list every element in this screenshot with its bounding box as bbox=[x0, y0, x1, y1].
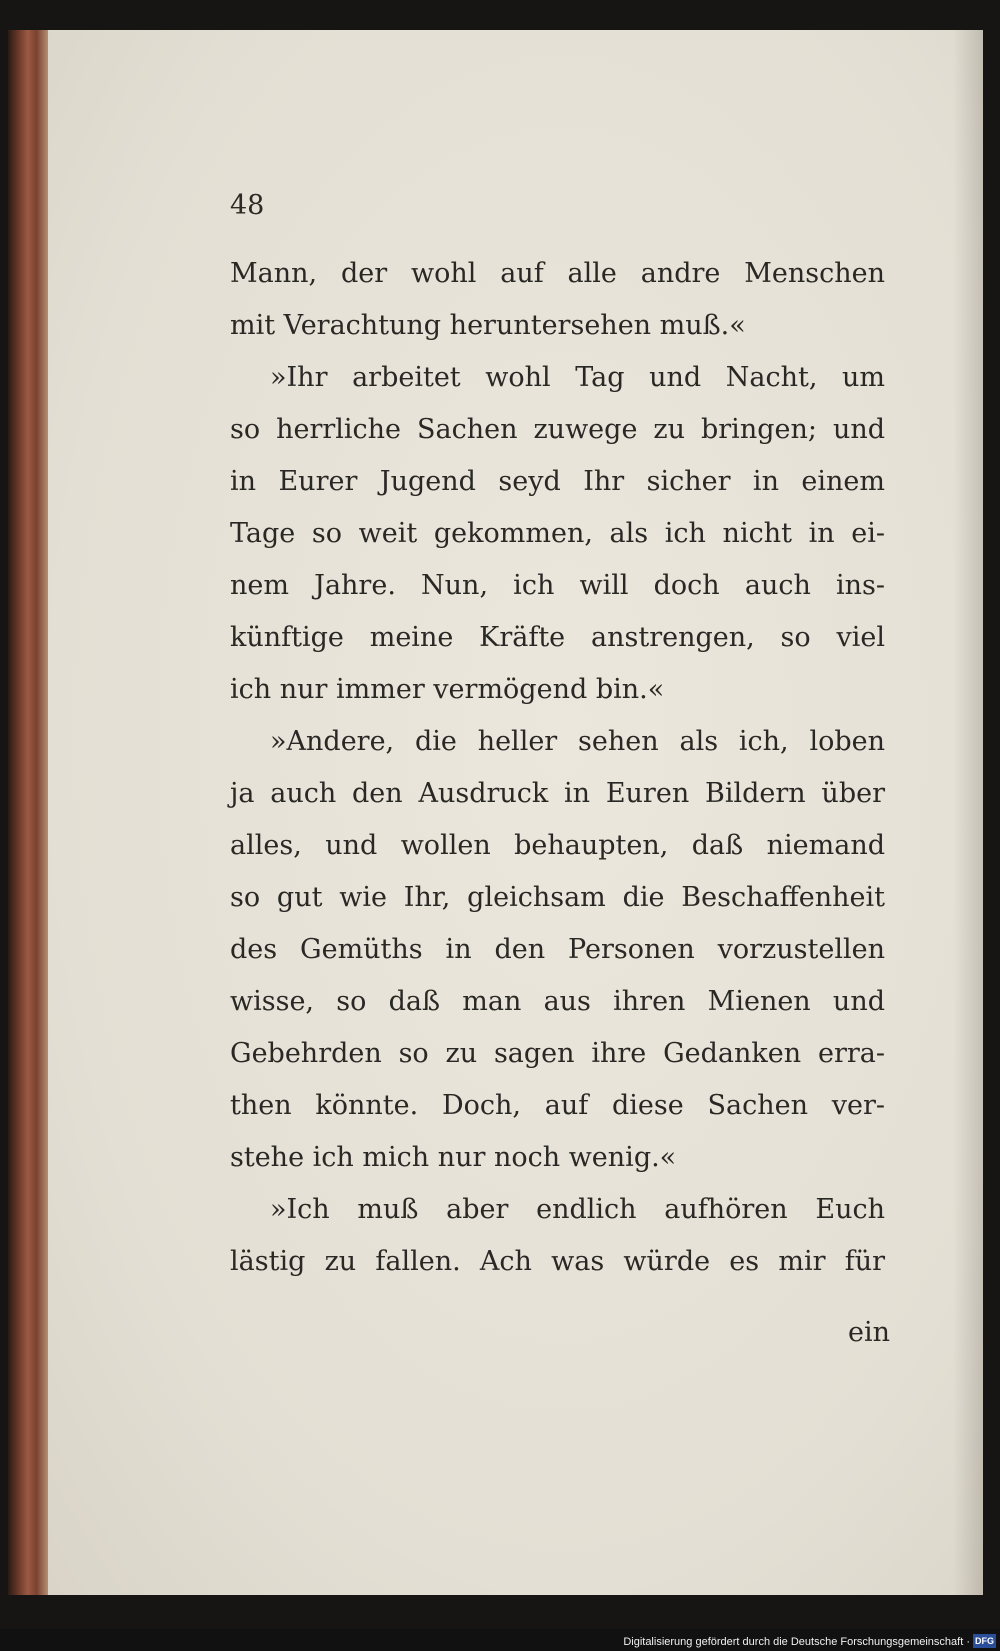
body-text bbox=[230, 248, 885, 1288]
page-number: 48 bbox=[230, 190, 265, 221]
text-line: stehe ich mich nur noch wenig.« bbox=[230, 1142, 677, 1173]
text-line: in Eurer Jugend seyd Ihr sicher in einem bbox=[230, 466, 885, 497]
text-line: mit Verachtung heruntersehen muß.« bbox=[230, 310, 746, 341]
text-line: »Andere, die heller sehen als ich, loben bbox=[270, 726, 885, 757]
text-line: lästig zu fallen. Ach was würde es mir für bbox=[230, 1246, 885, 1277]
text-line: wisse, so daß man aus ihren Mienen und bbox=[230, 986, 885, 1017]
text-line: nem Jahre. Nun, ich will doch auch ins- bbox=[230, 570, 885, 601]
text-line: des Gemüths in den Personen vorzustellen bbox=[230, 934, 885, 965]
text-line: Gebehrden so zu sagen ihre Gedanken erra- bbox=[230, 1038, 885, 1069]
funding-credit: Digitalisierung gefördert durch die Deutsche Forschungsgemeinschaft · bbox=[623, 1636, 970, 1648]
text-line: alles, und wollen behaupten, daß niemand bbox=[230, 830, 885, 861]
text-line: so gut wie Ihr, gleichsam die Beschaffenheit bbox=[230, 882, 885, 913]
book-edge bbox=[8, 30, 52, 1595]
text-line: then könnte. Doch, auf diese Sachen ver- bbox=[230, 1090, 885, 1121]
text-line: Tage so weit gekommen, als ich nicht in ei- bbox=[230, 518, 885, 549]
text-line: ich nur immer vermögend bin.« bbox=[230, 674, 665, 705]
footer-bar bbox=[0, 1629, 1000, 1651]
text-line: »Ich muß aber endlich aufhören Euch bbox=[270, 1194, 885, 1225]
text-line: ja auch den Ausdruck in Euren Bildern über bbox=[230, 778, 885, 809]
page-gutter-shadow bbox=[953, 30, 983, 1595]
text-line: Mann, der wohl auf alle andre Menschen bbox=[230, 258, 885, 289]
text-line: so herrliche Sachen zuwege zu bringen; und bbox=[230, 414, 885, 445]
text-line: künftige meine Kräfte anstrengen, so viel bbox=[230, 622, 885, 653]
dfg-logo: DFG bbox=[975, 1636, 994, 1646]
catchword: ein bbox=[847, 1317, 890, 1348]
text-line: »Ihr arbeitet wohl Tag und Nacht, um bbox=[270, 362, 885, 393]
